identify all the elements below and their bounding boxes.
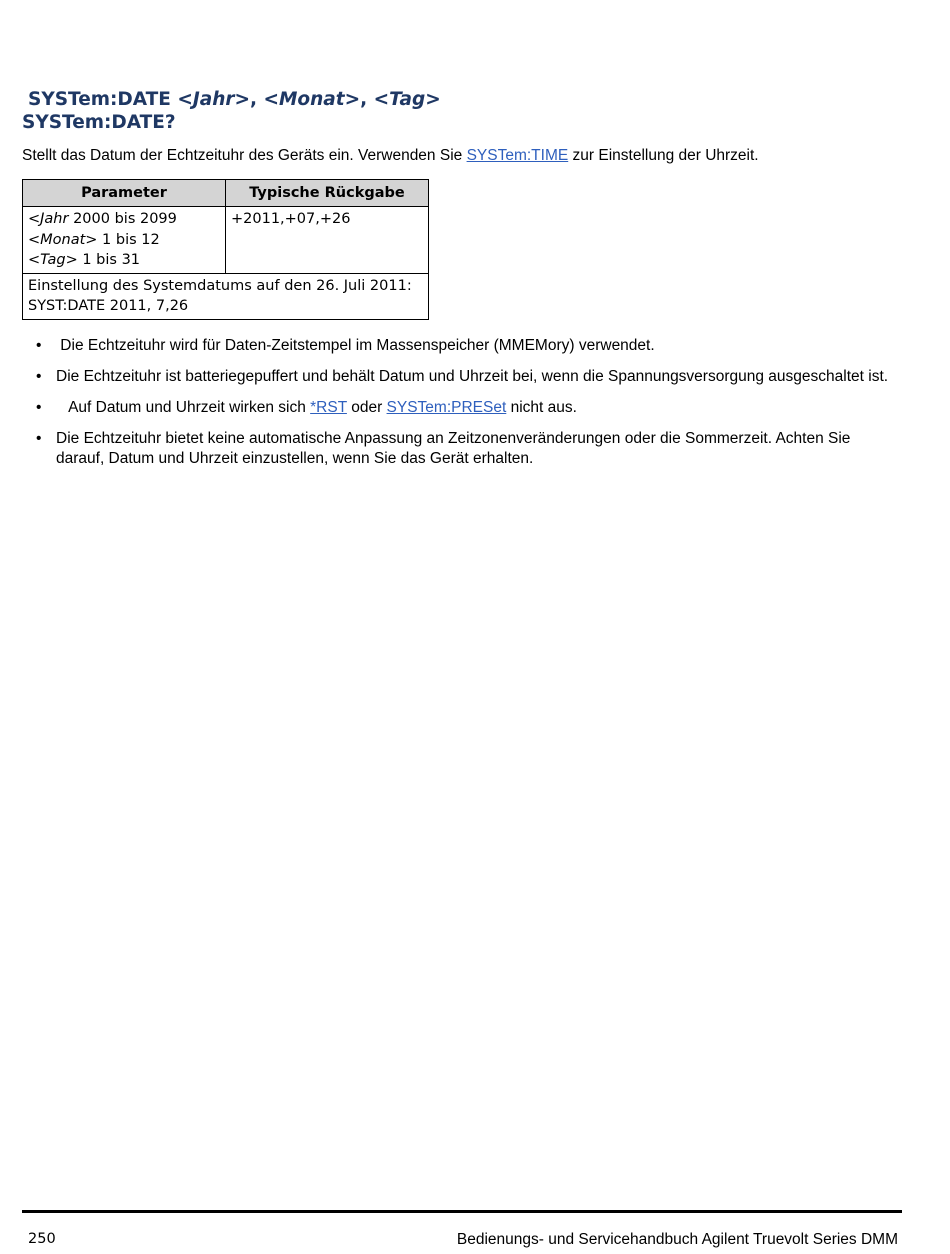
param-month-line [28, 230, 220, 251]
table-row [23, 207, 429, 274]
system-preset-link[interactable]: SYSTem:PRESet [386, 399, 507, 416]
bullet-icon: • [36, 368, 42, 385]
command-heading [28, 89, 441, 111]
intro-text: Stellt das Datum der Echtzeituhr des Geräts ein. Verwenden Sie [22, 147, 467, 164]
param-day: <Tag> [373, 89, 441, 110]
bullet-icon: • [36, 399, 42, 416]
example-cell [23, 273, 429, 319]
example-description: Einstellung des Systemdatums auf den 26. Juli 2011: [28, 277, 412, 294]
system-time-link[interactable]: SYSTem:TIME [466, 147, 569, 164]
query-heading: SYSTem:DATE? [22, 112, 176, 133]
list-item [0, 429, 950, 469]
param-day-line [28, 250, 220, 271]
intro-paragraph [22, 146, 759, 166]
separator: , [360, 89, 374, 110]
param-year-line [28, 209, 220, 230]
note-text: Die Echtzeituhr ist batteriegepuffert und behält Datum und Uhrzeit bei, wenn die Spannungsversorgung ausgeschaltet ist. [56, 368, 889, 385]
return-value: +2011,+07,+26 [231, 211, 351, 227]
parameter-cell [23, 207, 226, 274]
rst-link[interactable]: *RST [310, 399, 347, 416]
list-item [0, 336, 950, 356]
param-name: <Tag> [28, 252, 78, 268]
param-name: <Jahr [28, 211, 69, 227]
command-name: SYSTem:DATE [28, 89, 178, 110]
separator: , [250, 89, 264, 110]
list-item [0, 398, 950, 418]
param-range: 2000 bis 2099 [68, 211, 177, 227]
note-text: oder [346, 399, 387, 416]
param-range: 1 bis 12 [97, 231, 160, 248]
note-text: Auf Datum und Uhrzeit wirken sich [56, 399, 311, 416]
note-text: nicht aus. [506, 399, 577, 416]
list-item [0, 367, 950, 387]
table-row [23, 273, 429, 319]
footer-divider [22, 1210, 902, 1213]
table-header-row [23, 180, 429, 207]
example-command: SYST:DATE 2011, 7,26 [28, 298, 189, 314]
header-return: Typische Rückgabe [226, 180, 429, 207]
bullet-icon: • [36, 430, 42, 447]
manual-title: Bedienungs- und Servicehandbuch Agilent Truevolt Series DMM [456, 1231, 898, 1248]
note-text: Die Echtzeituhr bietet keine automatische Anpassung an Zeitzonenveränderungen oder die Sommerzeit. Achten Sie darauf, Datum und Uhrzeit einzustellen, wenn Sie das Gerät erhalten. [56, 430, 851, 467]
param-month: <Monat> [263, 89, 361, 110]
header-parameter: Parameter [23, 180, 226, 207]
parameter-table [22, 179, 429, 320]
param-year: <Jahr> [177, 89, 251, 110]
bullet-icon: • [36, 337, 42, 354]
param-range: 1 bis 31 [77, 252, 141, 268]
param-name: <Monat> [28, 231, 98, 248]
note-text: Die Echtzeituhr wird für Daten-Zeitstempel im Massenspeicher (MMEMory) verwendet. [56, 337, 655, 354]
intro-text-end: zur Einstellung der Uhrzeit. [568, 147, 759, 164]
page-number: 250 [28, 1231, 56, 1247]
notes-list [0, 336, 950, 480]
return-cell [226, 207, 429, 274]
